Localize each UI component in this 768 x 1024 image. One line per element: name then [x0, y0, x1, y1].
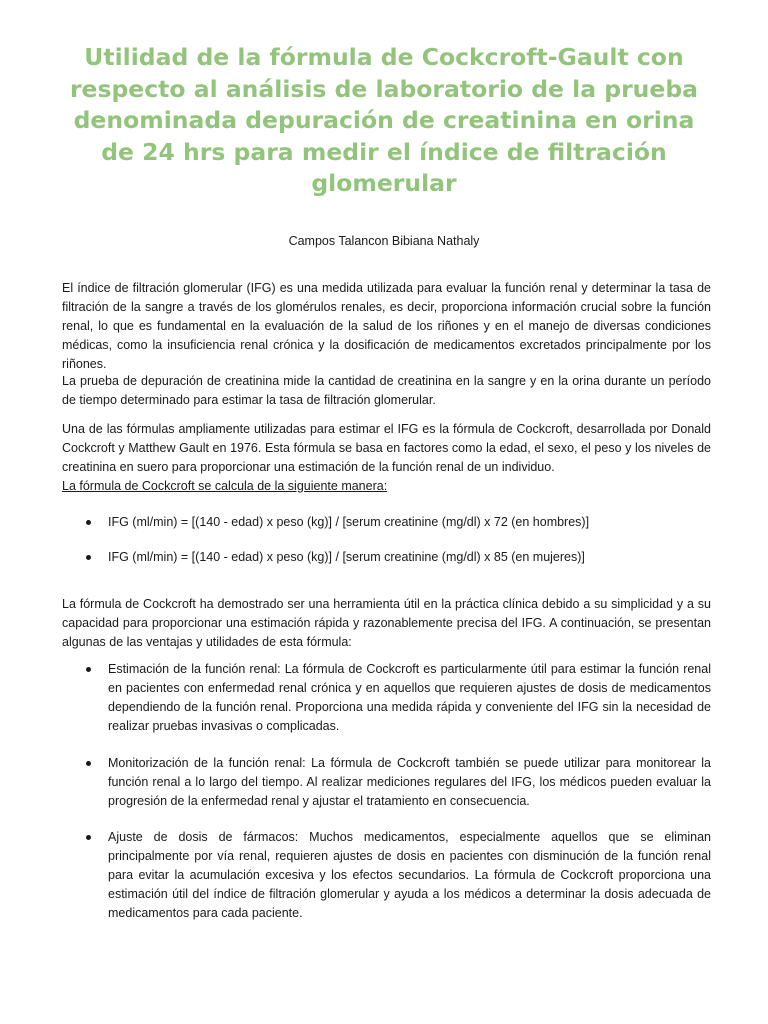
document-title: Utilidad de la fórmula de Cockcroft-Gault con respecto al análisis de laboratorio de la prueba denominada depuración de creatinina en orina de 24 hrs para medir el índice de filtración glomerular	[69, 43, 699, 197]
formula-men: IFG (ml/min) = [(140 - edad) x peso (kg)] / [serum creatinine (mg/dl) x 72 (en hombres)]	[108, 515, 590, 529]
benefit-list-item	[62, 828, 711, 923]
document-author: Campos Talancon Bibiana Nathaly	[288, 234, 480, 248]
paragraph-cockcroft-intro: Una de las fórmulas ampliamente utilizadas para estimar el IFG es la fórmula de Cockcroft, desarrollada por Donald Cockcroft y Matthew Gault en 1976. Esta fórmula se basa en factores como la edad, el sexo, el peso y los niveles de creatinina en suero para proporcionar una estimación de la función renal de un individuo.	[62, 422, 711, 474]
paragraph-utility-intro: La fórmula de Cockcroft ha demostrado ser una herramienta útil en la práctica clínica debido a su simplicidad y a su capacidad para proporcionar una estimación rápida y razonablemente precisa del IFG. A continuación, se presentan algunas de las ventajas y utilidades de esta fórmula:	[62, 597, 711, 649]
bullet-icon	[86, 835, 91, 840]
benefit-dose-adjustment: Ajuste de dosis de fármacos: Muchos medicamentos, especialmente aquellos que se eliminan principalmente por vía renal, requieren ajustes de dosis en pacientes con disminución de la función renal para evitar la acumulación excesiva y los efectos secundarios. La fórmula de Cockcroft proporciona una estimación útil del índice de filtración glomerular y ayuda a los médicos a determinar la dosis adecuada de medicamentos para cada paciente.	[108, 830, 711, 920]
bullet-icon	[86, 520, 91, 525]
benefit-renal-monitoring: Monitorización de la función renal: La fórmula de Cockcroft también se puede utilizar para monitorear la función renal a lo largo del tiempo. Al realizar mediciones regulares del IFG, los médicos pueden evaluar la progresión de la enfermedad renal y ajustar el tratamiento en consecuencia.	[108, 756, 711, 808]
bullet-icon	[86, 667, 91, 672]
bullet-icon	[86, 555, 91, 560]
paragraph-creatinine-test: La prueba de depuración de creatinina mide la cantidad de creatinina en la sangre y en la orina durante un período de tiempo determinado para estimar la tasa de filtración glomerular.	[62, 374, 711, 407]
benefit-list-item	[62, 754, 711, 811]
paragraph-formula-heading: La fórmula de Cockcroft se calcula de la siguiente manera:	[62, 479, 388, 493]
paragraph-ifg-definition: El índice de filtración glomerular (IFG) es una medida utilizada para evaluar la función renal y determinar la tasa de filtración de la sangre a través de los glomérulos renales, es decir, proporciona información crucial sobre la función renal, lo que es fundamental en la evaluación de la salud de los riñones y en el manejo de diversas condiciones médicas, como la insuficiencia renal crónica y la dosificación de medicamentos excretados principalmente por los riñones.	[62, 281, 711, 371]
benefit-list-item	[62, 660, 711, 736]
bullet-icon	[86, 761, 91, 766]
formula-women: IFG (ml/min) = [(140 - edad) x peso (kg)] / [serum creatinine (mg/dl) x 85 (en mujeres)]	[108, 550, 585, 564]
benefit-renal-estimation: Estimación de la función renal: La fórmula de Cockcroft es particularmente útil para estimar la función renal en pacientes con enfermedad renal crónica y en aquellos que requieren ajustes de dosis de medicamentos dependiendo de la función renal. Proporciona una medida rápida y conveniente del IFG sin la necesidad de realizar pruebas invasivas o complicadas.	[108, 662, 711, 733]
